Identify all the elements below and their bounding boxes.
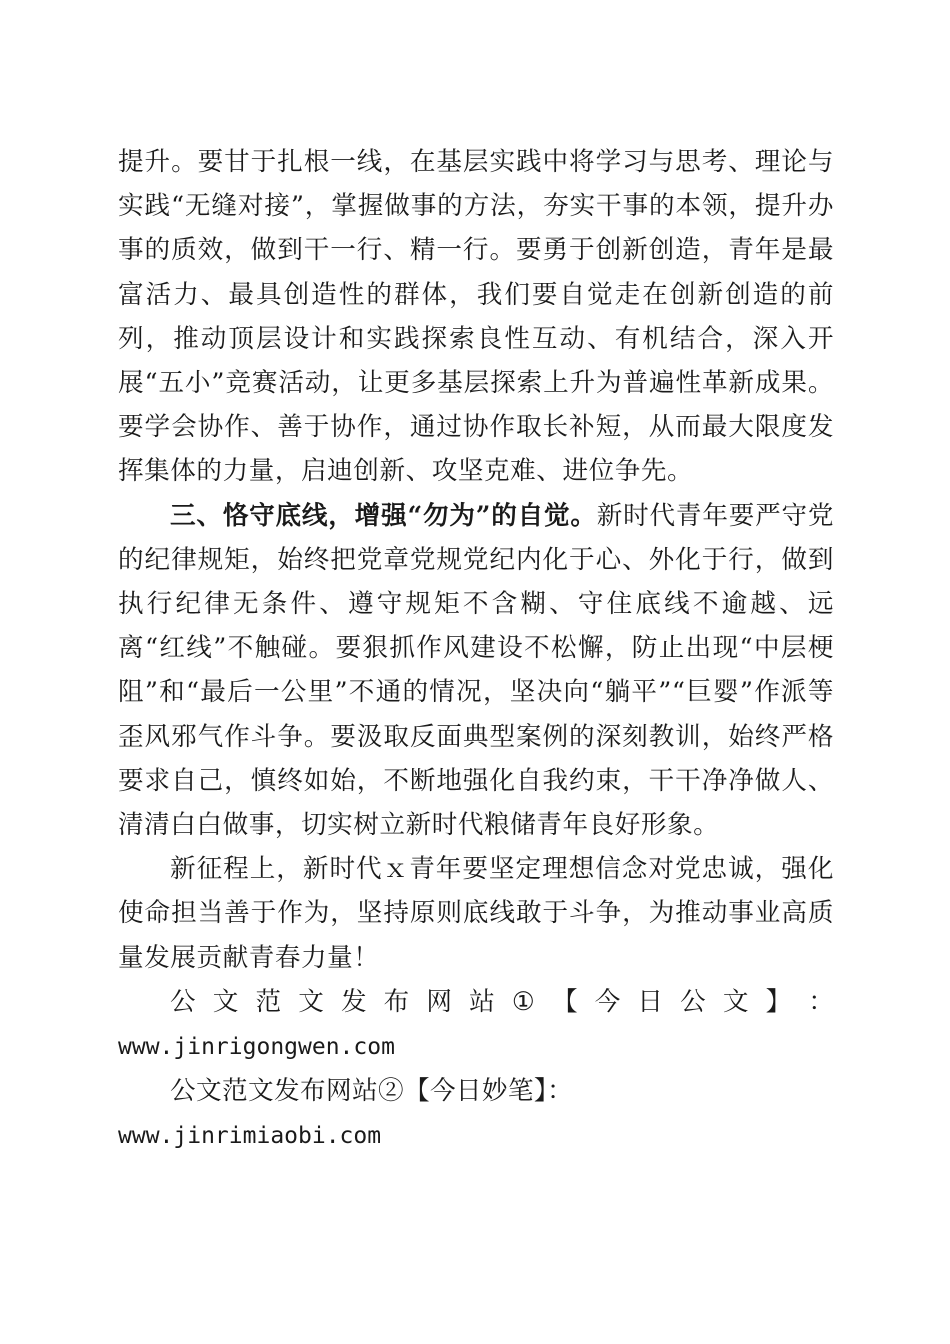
site-1-label-char: 今 <box>594 986 621 1017</box>
paragraph-1-text: 提升。要甘于扎根一线，在基层实践中将学习与思考、理论与实践“无缝对接”，掌握做事的方法，夯实干事的本领，提升办事的质效，做到干一行、精一行。要勇于创新创造，青年是最富活力、最具创造性的群体，我们要自觉走在创新创造的前列，推动顶层设计和实践探索良性互动、有机结合，深入开展“五小”竞赛活动，让更多基层探索上升为普遍性革新成果。要学会协作、善于协作，通过协作取长补短，从而最大限度发挥集体的力量，启迪创新、攻坚克难、进位争先。 <box>118 147 834 487</box>
site-2-line <box>118 1069 834 1158</box>
paragraph-2-text: 新时代青年要严守党的纪律规矩，始终把党章党规党纪内化于心、外化于行，做到执行纪律无条件、遵守规矩不含糊、守住底线不逾越、远离“红线”不触碰。要狠抓作风建设不松懈，防止出现“中层梗阻”和“最后一公里”不通的情况，坚决向“躺平”“巨婴”作派等歪风邪气作斗争。要汲取反面典型案例的深刻教训，始终严格要求自己，慎终如始，不断地强化自我约束，干干净净做人、清清白白做事，切实树立新时代粮储青年良好形象。 <box>118 500 834 841</box>
site-2-url-link[interactable]: www.jinrimiaobi.com <box>118 1123 382 1150</box>
site-1-label-char: 日 <box>637 986 664 1017</box>
document-page <box>118 140 834 1159</box>
site-1-label-char: 范 <box>255 986 282 1017</box>
site-1-label-char: 文 <box>722 986 749 1017</box>
paragraph-1 <box>118 140 834 494</box>
site-1-label-char: 网 <box>426 986 453 1017</box>
site-1-label-char: 文 <box>298 986 324 1017</box>
paragraph-3 <box>118 847 834 980</box>
site-1-url-line <box>118 1024 834 1069</box>
site-1-label-char: 公 <box>170 986 196 1017</box>
site-1-label-char: 【 <box>551 986 578 1017</box>
site-2-label: 公文范文发布网站②【今日妙笔】： <box>170 1076 574 1107</box>
site-1-label-char: 站 <box>469 986 495 1017</box>
site-1-label-char: 公 <box>680 986 706 1017</box>
site-1-url-link[interactable]: www.jinrigongwen.com <box>118 1034 395 1061</box>
site-1-label-char: 发 <box>340 986 367 1017</box>
paragraph-2-heading: 三、恪守底线，增强“勿为”的自觉。 <box>170 500 597 531</box>
paragraph-3-text: 新征程上，新时代ｘ青年要坚定理想信念对党忠诚，强化使命担当善于作为，坚持原则底线敢于斗争，为推动事业高质量发展贡献青春力量！ <box>118 854 834 973</box>
site-1-label-char: 文 <box>212 986 239 1017</box>
site-1-label-char: 布 <box>383 986 410 1017</box>
site-1-label-char: ① <box>511 986 535 1017</box>
site-1-label-char: 】 <box>765 986 792 1017</box>
site-1-label-char: ： <box>808 986 834 1017</box>
paragraph-2 <box>118 494 834 848</box>
site-1-label <box>118 980 834 1024</box>
